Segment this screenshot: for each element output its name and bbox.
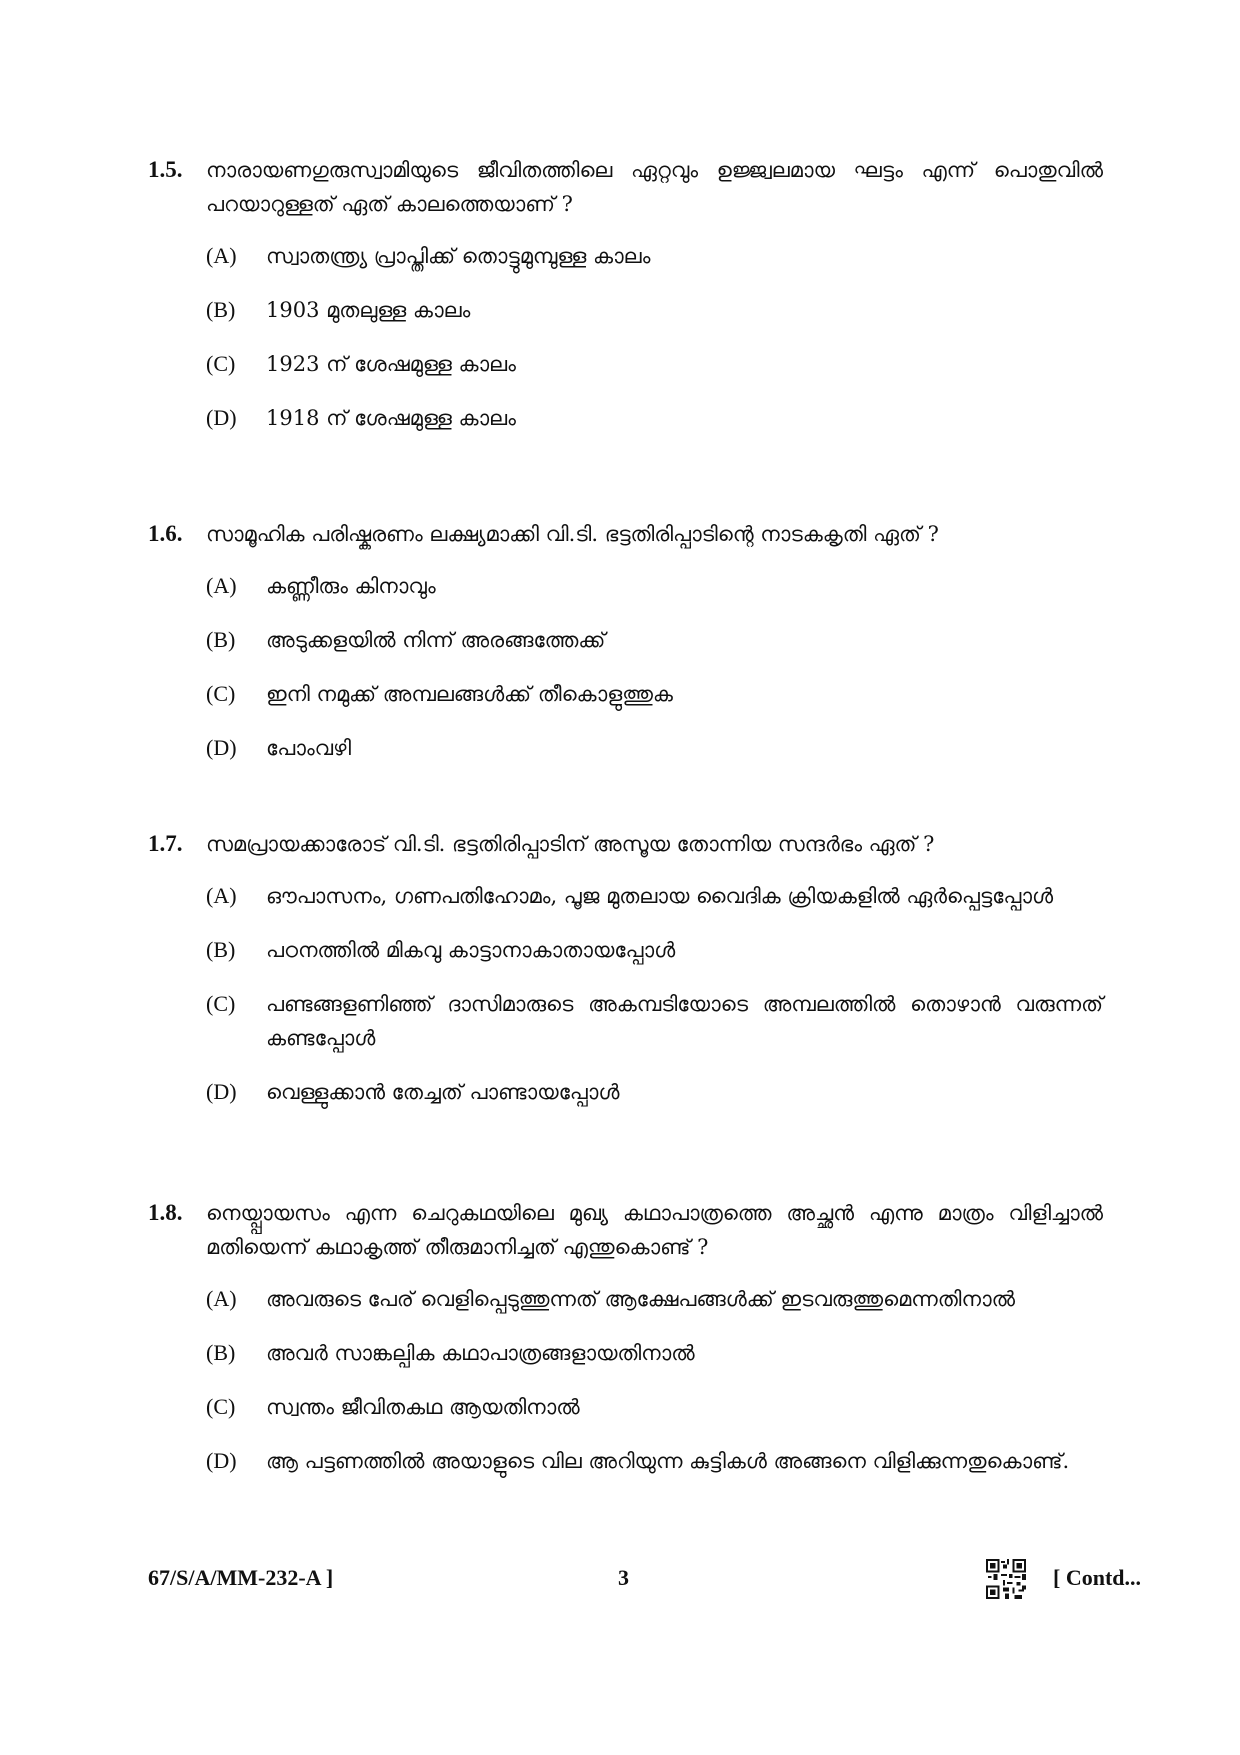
option-text: ഇനി നമുക്ക് അമ്പലങ്ങൾക്ക് തീകൊളുത്തുക — [266, 682, 673, 706]
option-c — [206, 677, 1103, 711]
option-label: (C) — [206, 991, 236, 1016]
option-text: അടുക്കളയിൽ നിന്ന് അരങ്ങത്തേക്ക് — [266, 628, 606, 652]
question-1-8 — [148, 1196, 1103, 1498]
option-text: പണ്ടങ്ങളണിഞ്ഞ് ദാസിമാരുടെ അകമ്പടിയോടെ അമ്പലത്തിൽ തൊഴാൻ വരുന്നത് കണ്ടപ്പോൾ — [266, 992, 1103, 1050]
option-label: (B) — [206, 1340, 236, 1365]
option-b — [206, 293, 1103, 327]
option-label: (B) — [206, 627, 236, 652]
question-1-5 — [148, 153, 1103, 455]
option-text: 1903 മുതലുള്ള കാലം — [266, 298, 471, 322]
option-c — [206, 987, 1103, 1055]
option-label: (A) — [206, 243, 237, 268]
option-list — [148, 239, 1103, 435]
option-d — [206, 1444, 1103, 1478]
option-label: (C) — [206, 351, 236, 376]
option-a — [206, 1282, 1103, 1316]
option-text: പഠനത്തിൽ മികവു കാട്ടാനാകാതായപ്പോൾ — [266, 938, 676, 962]
option-text: 1923 ന് ശേഷമുള്ള കാലം — [266, 352, 516, 376]
question-header — [148, 1196, 1103, 1264]
option-c — [206, 347, 1103, 381]
option-text: സ്വന്തം ജീവിതകഥ ആയതിനാൽ — [266, 1395, 580, 1419]
option-a — [206, 879, 1103, 913]
option-text: അവരുടെ പേര് വെളിപ്പെടുത്തുന്നത് ആക്ഷേപങ്ങൾക്ക് ഇടവരുത്തുമെന്നതിനാൽ — [266, 1287, 1015, 1311]
question-1-7 — [148, 827, 1103, 1129]
option-d — [206, 731, 1103, 765]
option-label: (D) — [206, 1079, 237, 1104]
option-b — [206, 623, 1103, 657]
question-text: നെയ്പ്പായസം എന്ന ചെറുകഥയിലെ മുഖ്യ കഥാപാത്രത്തെ അച്ഛൻ എന്നു മാത്രം വിളിച്ചാൽ മതിയെന്ന് കഥാകൃത്ത് തീരുമാനിച്ചത് എന്തുകൊണ്ട് ? — [206, 1201, 1103, 1259]
option-text: കണ്ണീരും കിനാവും — [266, 574, 436, 598]
option-text: ആ പട്ടണത്തിൽ അയാളുടെ വില അറിയുന്ന കുട്ടികൾ അങ്ങനെ വിളിക്കുന്നതുകൊണ്ട്. — [266, 1449, 1070, 1473]
option-d — [206, 401, 1103, 435]
option-b — [206, 933, 1103, 967]
option-label: (D) — [206, 1448, 237, 1473]
option-list — [148, 1282, 1103, 1478]
paper-code: 67/S/A/MM-232-A ] — [148, 1565, 334, 1590]
option-label: (D) — [206, 735, 237, 760]
option-list — [148, 879, 1103, 1109]
page-number: 3 — [618, 1565, 629, 1590]
question-number: 1.6. — [148, 521, 183, 546]
option-text: സ്വാതന്ത്ര്യ പ്രാപ്തിക്ക് തൊട്ടുമുമ്പുള്ള കാലം — [266, 244, 651, 268]
option-label: (C) — [206, 1394, 236, 1419]
option-text: ഔപാസനം, ഗണപതിഹോമം, പൂജ മുതലായ വൈദിക ക്രിയകളിൽ ഏർപ്പെട്ടപ്പോൾ — [266, 884, 1054, 908]
question-header — [148, 517, 1103, 551]
option-label: (A) — [206, 1286, 237, 1311]
option-label: (A) — [206, 883, 237, 908]
question-number: 1.5. — [148, 157, 183, 182]
question-header — [148, 827, 1103, 861]
option-list — [148, 569, 1103, 765]
page-footer — [148, 1565, 1158, 1605]
option-label: (C) — [206, 681, 236, 706]
option-label: (A) — [206, 573, 237, 598]
continued-label: [ Contd... — [1053, 1565, 1142, 1590]
question-text: സമപ്രായക്കാരോട് വി.ടി. ഭട്ടതിരിപ്പാടിന് അസൂയ തോന്നിയ സന്ദർഭം ഏത് ? — [206, 832, 935, 856]
option-c — [206, 1390, 1103, 1424]
question-header — [148, 153, 1103, 221]
option-label: (B) — [206, 297, 236, 322]
option-a — [206, 569, 1103, 603]
option-b — [206, 1336, 1103, 1370]
question-text: നാരായണഗുരുസ്വാമിയുടെ ജീവിതത്തിലെ ഏറ്റവും ഉജ്ജ്വലമായ ഘട്ടം എന്ന് പൊതുവിൽ പറയാറുള്ളത് ഏത് കാലത്തെയാണ് ? — [206, 158, 1103, 216]
option-text: വെള്ളുക്കാൻ തേച്ചത് പാണ്ടായപ്പോൾ — [266, 1080, 620, 1104]
option-text: പോംവഴി — [266, 736, 352, 760]
question-1-6 — [148, 517, 1103, 785]
question-number: 1.7. — [148, 831, 183, 856]
question-text: സാമൂഹിക പരിഷ്കരണം ലക്ഷ്യമാക്കി വി.ടി. ഭട്ടതിരിപ്പാടിന്റെ നാടകകൃതി ഏത് ? — [206, 522, 939, 546]
option-text: അവർ സാങ്കല്പിക കഥാപാത്രങ്ങളായതിനാൽ — [266, 1341, 695, 1365]
option-d — [206, 1075, 1103, 1109]
option-text: 1918 ന് ശേഷമുള്ള കാലം — [266, 406, 516, 430]
question-number: 1.8. — [148, 1200, 183, 1225]
option-label: (D) — [206, 405, 237, 430]
option-a — [206, 239, 1103, 273]
option-label: (B) — [206, 937, 236, 962]
qr-code-icon — [986, 1559, 1026, 1599]
